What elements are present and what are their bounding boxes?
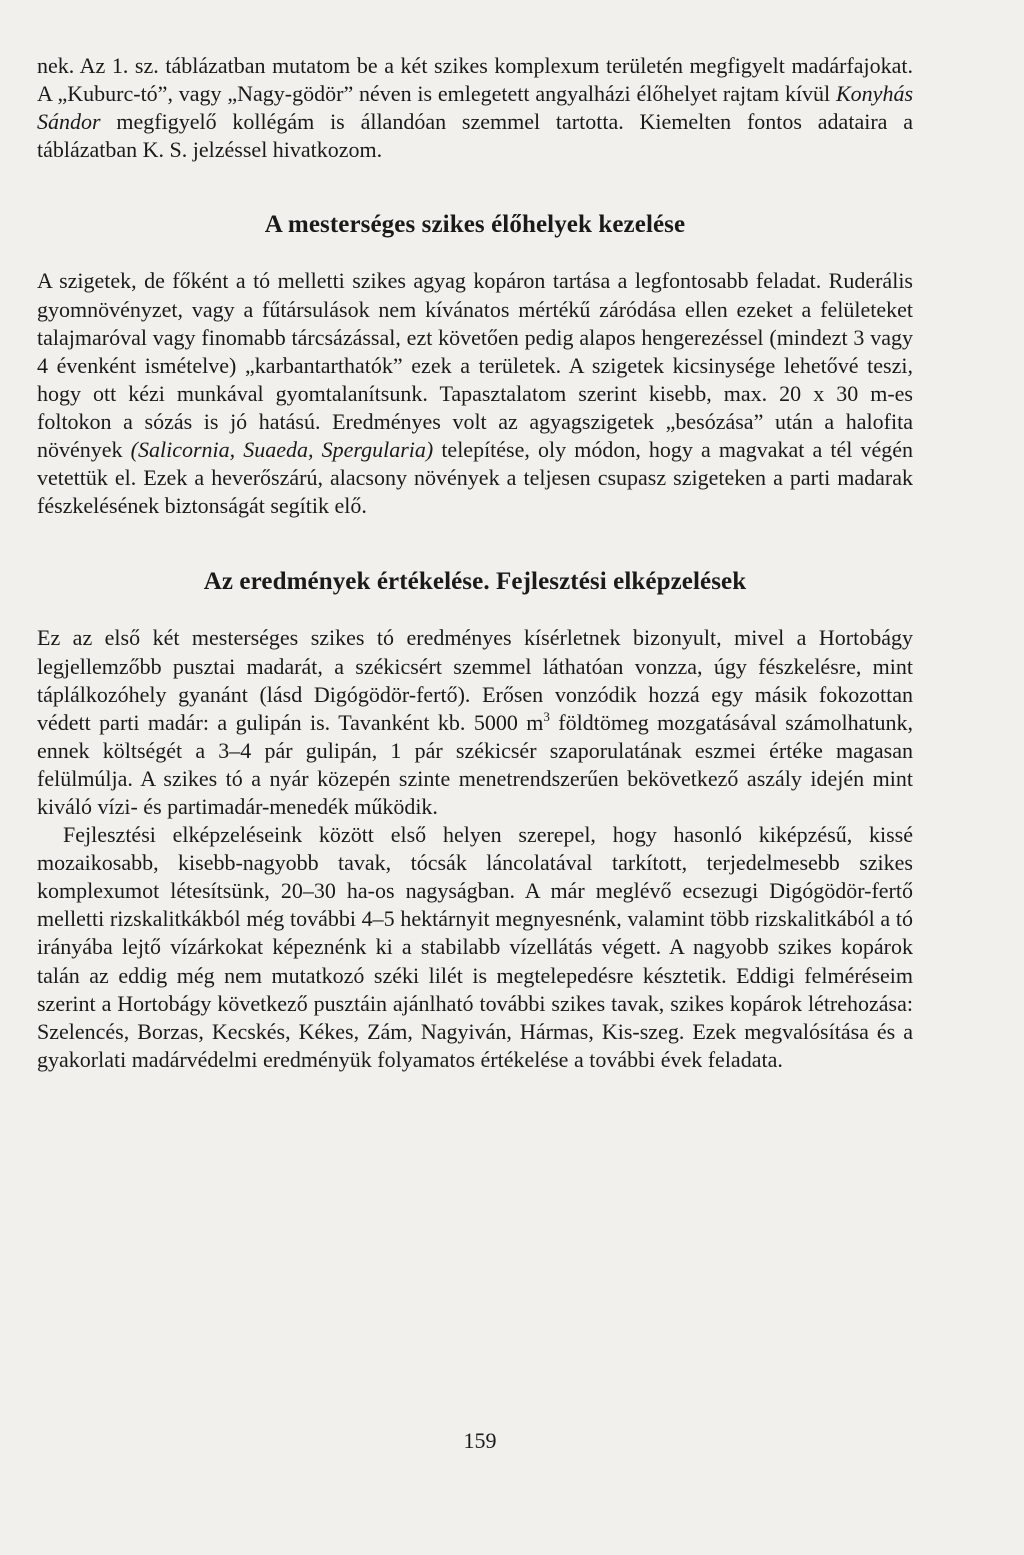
- management-paragraph: [37, 267, 913, 520]
- species-list: (Salicornia, Suaeda, Spergularia): [130, 437, 434, 463]
- results-text-1: Ez az első két mesterséges szikes tó eredményes kísérletnek bizonyult, mivel a Hortobágy legjellemzőbb pusztai madarát, a székicsért szemmel láthatóan vonzza, úgy fészkelésre, mint táplálkozóhely gyanánt (lásd Digógödör-fertő). Erősen vonzódik hozzá egy másik fokozottan védett parti madár: a gulipán is. Tavanként kb. 5000 m: [37, 625, 913, 735]
- section-heading-management: A mesterséges szikes élőhelyek kezelése: [264, 211, 686, 239]
- observer-name: Konyhás Sándor: [37, 81, 913, 135]
- development-paragraph: Fejlesztési elképzeléseink között első helyen szerepel, hogy hasonló kiképzésű, kissé mozaikosabb, kisebb-nagyobb tavak, tócsák láncolatával tarkított, terjedelmesebb szikes komplexumot létesítsünk, 20–30 ha-os nagyságban. A már meglévő ecsezugi Digógödör-fertő melletti rizskalitkákból még további 4–5 hektárnyit megnyesnénk, valamint több rizskalitkából a tó irányába lejtő vízárkokat képeznénk ki a stabilabb vízellátás végett. A nagyobb szikes kopárok talán az eddig még nem mutatkozó széki lilét is megtelepedésre késztetik. Eddigi felméréseim szerint a Hortobágy következő pusztáin ajánlható további szikes tavak, szikes kopárok létrehozása: Szelencés, Borzas, Kecskés, Kékes, Zám, Nagyiván, Hármas, Kis-szeg. Ezek megvalósítása és a gyakorlati madárvédelmi eredményük folyamatos értékelése a további évek feladata.: [37, 822, 913, 1072]
- management-text-1: A szigetek, de főként a tó melletti szikes agyag kopáron tartása a legfontosabb feladat. Ruderális gyomnövényzet, vagy a fűtársulások nem kívánatos mértékű záródása ellen ezeket a felületeket talajmaróval vagy finomabb tárcsázással, ezt követően pedig alapos hengerezéssel (mindezt 3 vagy 4 évenként ismételve) „karbantarthatók” ezek a területek. A szigetek kicsinysége lehetővé teszi, hogy ott kézi munkával gyomtalanítsunk. Tapasztalatom szerint kisebb, max. 20 x 30 m-es foltokon a sózás is jó hatású. Eredményes volt az agyagszigetek „besózása” után a halofita növények: [37, 268, 913, 463]
- intro-text-1: nek. Az 1. sz. táblázatban mutatom be a két szikes komplexum területén megfigyelt madárfajokat. A „Kuburc-tó”, vagy „Nagy-gödör” néven is emlegetett angyalházi élőhelyet rajtam kívül: [37, 53, 913, 107]
- results-text-2: földtömeg mozgatásával számolhatunk, ennek költségét a 3–4 pár gulipán, 1 pár székicsér szaporulatának eszmei értéke magasan felülmúlja. A szikes tó a nyár közepén szinte menetrendszerűen bekövetkező aszály idején mint kiváló vízi- és partimadár-menedék működik.: [37, 709, 913, 819]
- intro-text-2: megfigyelő kollégám is állandóan szemmel tartotta. Kiemelten fontos adataira a táblázatban K. S. jelzéssel hivatkozom.: [37, 109, 913, 163]
- cubic-superscript: 3: [543, 708, 550, 724]
- results-paragraph: [37, 624, 913, 821]
- page-body: [37, 52, 913, 1074]
- section-heading-results: Az eredmények értékelése. Fejlesztési elképzelések: [203, 568, 747, 596]
- intro-paragraph: [37, 52, 913, 164]
- page-number: 159: [463, 1428, 497, 1453]
- management-text-2: telepítése, oly módon, hogy a magvakat a tél végén vetettük el. Ezek a heverőszárú, alacsony növények a teljesen csupasz szigeteken a parti madarak fészkelésének biztonságát segítik elő.: [37, 437, 913, 519]
